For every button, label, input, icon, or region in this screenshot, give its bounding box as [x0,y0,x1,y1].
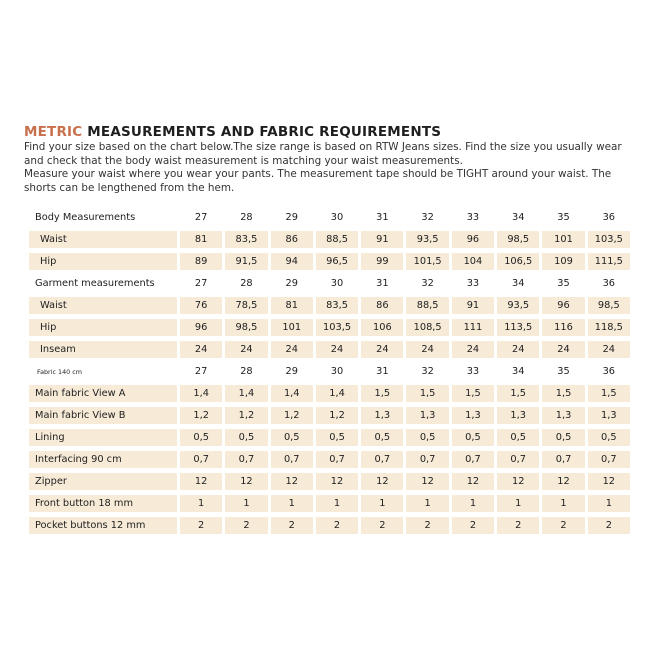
table-cell: 1,5 [588,385,630,402]
table-cell: 1,2 [225,407,267,424]
table-cell: 98,5 [497,231,539,248]
table-row [29,319,630,336]
table-cell: 34 [497,209,539,226]
table-cell: 101 [271,319,313,336]
row-label: Garment measurements [29,275,177,292]
table-cell: 96 [180,319,222,336]
table-cell: 89 [180,253,222,270]
table-cell: 0,5 [225,429,267,446]
table-cell: 12 [452,473,494,490]
table-cell: 96 [542,297,584,314]
table-cell: 1 [225,495,267,512]
table-cell: 1 [180,495,222,512]
table-cell: 1,5 [406,385,448,402]
table-row [29,297,630,314]
table-cell: 0,5 [542,429,584,446]
table-row [29,253,630,270]
table-cell: 31 [361,275,403,292]
table-cell: 1 [497,495,539,512]
table-cell: 78,5 [225,297,267,314]
table-cell: 94 [271,253,313,270]
table-cell: 12 [361,473,403,490]
table-cell: 24 [361,341,403,358]
table-cell: 103,5 [588,231,630,248]
table-row [29,275,630,292]
table-cell: 12 [542,473,584,490]
table-row [29,451,630,468]
table-cell: 81 [271,297,313,314]
title-accent: METRIC [24,124,83,140]
table-cell: 99 [361,253,403,270]
table-cell: 2 [588,517,630,534]
row-label: Body Measurements [29,209,177,226]
table-cell: 28 [225,209,267,226]
table-cell: 2 [452,517,494,534]
table-cell: 116 [542,319,584,336]
table-cell: 30 [316,209,358,226]
table-cell: 24 [406,341,448,358]
table-cell: 30 [316,363,358,380]
table-cell: 91,5 [225,253,267,270]
table-cell: 32 [406,275,448,292]
table-cell: 111,5 [588,253,630,270]
table-cell: 86 [271,231,313,248]
row-label: Fabric 140 cm [29,363,177,380]
table-row [29,209,630,226]
table-cell: 12 [271,473,313,490]
table-cell: 104 [452,253,494,270]
table-cell: 1,3 [361,407,403,424]
table-cell: 1,2 [180,407,222,424]
row-label: Main fabric View B [29,407,177,424]
table-cell: 0,7 [316,451,358,468]
row-label: Inseam [29,341,177,358]
table-row [29,385,630,402]
table-cell: 2 [316,517,358,534]
table-cell: 12 [406,473,448,490]
table-cell: 91 [361,231,403,248]
table-cell: 118,5 [588,319,630,336]
table-cell: 0,7 [588,451,630,468]
table-cell: 96,5 [316,253,358,270]
table-cell: 2 [361,517,403,534]
table-cell: 29 [271,363,313,380]
table-cell: 36 [588,209,630,226]
row-label: Hip [29,319,177,336]
table-cell: 0,7 [180,451,222,468]
table-cell: 98,5 [588,297,630,314]
table-cell: 0,7 [497,451,539,468]
table-cell: 24 [180,341,222,358]
table-cell: 0,5 [271,429,313,446]
table-cell: 1 [271,495,313,512]
table-cell: 113,5 [497,319,539,336]
table-cell: 29 [271,275,313,292]
table-cell: 0,5 [361,429,403,446]
table-cell: 12 [316,473,358,490]
table-cell: 1,4 [225,385,267,402]
table-cell: 1 [452,495,494,512]
table-cell: 101 [542,231,584,248]
table-cell: 36 [588,275,630,292]
table-cell: 1,3 [588,407,630,424]
table-cell: 24 [316,341,358,358]
table-row [29,495,630,512]
table-row [29,517,630,534]
table-cell: 12 [497,473,539,490]
table-cell: 24 [452,341,494,358]
table-cell: 36 [588,363,630,380]
table-cell: 0,5 [497,429,539,446]
table-row [29,231,630,248]
row-label: Front button 18 mm [29,495,177,512]
table-cell: 111 [452,319,494,336]
table-cell: 29 [271,209,313,226]
table-cell: 98,5 [225,319,267,336]
table-cell: 32 [406,363,448,380]
row-label: Main fabric View A [29,385,177,402]
table-cell: 1 [406,495,448,512]
table-cell: 1,3 [542,407,584,424]
table-cell: 27 [180,363,222,380]
table-row [29,429,630,446]
table-cell: 1 [316,495,358,512]
size-chart-table [26,204,633,539]
intro-paragraph: Find your size based on the chart below.The size range is based on RTW Jeans sizes. Find the size you usually wear and check that the body waist measurement is matching your waist measurements. [24,141,622,167]
table-cell: 12 [588,473,630,490]
table-cell: 88,5 [406,297,448,314]
row-label: Interfacing 90 cm [29,451,177,468]
table-cell: 0,5 [588,429,630,446]
table-cell: 0,5 [316,429,358,446]
table-cell: 1 [588,495,630,512]
table-cell: 1,4 [316,385,358,402]
table-cell: 76 [180,297,222,314]
table-cell: 0,7 [225,451,267,468]
table-cell: 33 [452,363,494,380]
table-cell: 1,4 [180,385,222,402]
table-cell: 1,4 [271,385,313,402]
table-cell: 106 [361,319,403,336]
table-cell: 24 [271,341,313,358]
table-cell: 1,5 [361,385,403,402]
table-row [29,363,630,380]
table-cell: 27 [180,275,222,292]
table-cell: 93,5 [497,297,539,314]
table-cell: 96 [452,231,494,248]
table-cell: 2 [180,517,222,534]
table-cell: 2 [271,517,313,534]
table-row [29,473,630,490]
table-cell: 12 [225,473,267,490]
table-cell: 35 [542,209,584,226]
intro-text [24,141,624,195]
table-cell: 2 [497,517,539,534]
table-cell: 0,7 [361,451,403,468]
table-cell: 24 [225,341,267,358]
table-cell: 24 [497,341,539,358]
table-cell: 1,2 [316,407,358,424]
table-cell: 24 [588,341,630,358]
row-label: Lining [29,429,177,446]
page-title [24,124,441,140]
table-cell: 1 [542,495,584,512]
row-label: Zipper [29,473,177,490]
table-cell: 106,5 [497,253,539,270]
table-cell: 0,7 [406,451,448,468]
table-cell: 35 [542,363,584,380]
table-cell: 86 [361,297,403,314]
table-cell: 33 [452,209,494,226]
table-cell: 2 [542,517,584,534]
table-cell: 24 [542,341,584,358]
table-cell: 108,5 [406,319,448,336]
table-cell: 1,3 [452,407,494,424]
table-cell: 1,3 [406,407,448,424]
table-cell: 91 [452,297,494,314]
table-cell: 2 [406,517,448,534]
table-cell: 0,5 [180,429,222,446]
table-cell: 12 [180,473,222,490]
table-cell: 31 [361,363,403,380]
table-cell: 109 [542,253,584,270]
row-label: Waist [29,231,177,248]
row-label: Hip [29,253,177,270]
table-cell: 1,3 [497,407,539,424]
table-cell: 93,5 [406,231,448,248]
table-cell: 1,5 [497,385,539,402]
row-label: Waist [29,297,177,314]
table-cell: 1,5 [452,385,494,402]
table-cell: 103,5 [316,319,358,336]
table-cell: 0,7 [452,451,494,468]
table-cell: 28 [225,363,267,380]
table-cell: 28 [225,275,267,292]
table-cell: 1 [361,495,403,512]
row-label: Pocket buttons 12 mm [29,517,177,534]
table-cell: 0,7 [271,451,313,468]
table-cell: 81 [180,231,222,248]
table-cell: 27 [180,209,222,226]
table-cell: 88,5 [316,231,358,248]
table-cell: 0,7 [542,451,584,468]
table-cell: 34 [497,275,539,292]
table-cell: 32 [406,209,448,226]
table-cell: 0,5 [452,429,494,446]
table-cell: 83,5 [316,297,358,314]
table-cell: 2 [225,517,267,534]
table-cell: 1,5 [542,385,584,402]
table-row [29,341,630,358]
table-cell: 35 [542,275,584,292]
table-cell: 34 [497,363,539,380]
table-cell: 30 [316,275,358,292]
intro-paragraph: Measure your waist where you wear your pants. The measurement tape should be TIGHT around your waist. The shorts can be lengthened from the hem. [24,168,612,194]
table-cell: 83,5 [225,231,267,248]
title-rest: MEASUREMENTS AND FABRIC REQUIREMENTS [87,124,442,140]
table-cell: 1,2 [271,407,313,424]
table-cell: 33 [452,275,494,292]
table-cell: 31 [361,209,403,226]
table-row [29,407,630,424]
table-cell: 0,5 [406,429,448,446]
table-cell: 101,5 [406,253,448,270]
